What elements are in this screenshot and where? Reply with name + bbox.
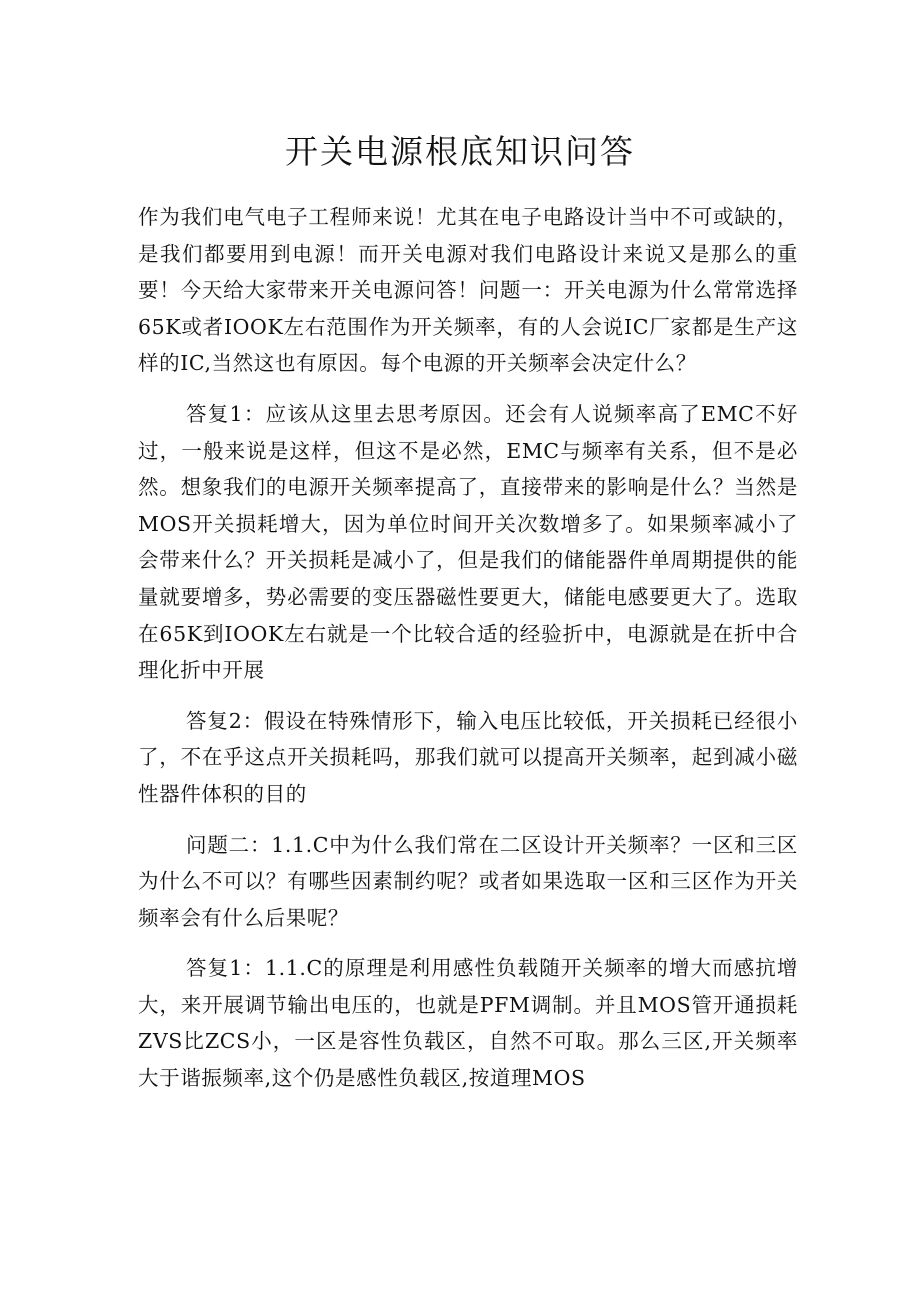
paragraph-answer-q2-1: 答复1：1.1.C的原理是利用感性负载随开关频率的增大而感抗增大，来开展调节输出电压的，也就是PFM调制。并且MOS管开通损耗ZVS比ZCS小，一区是容性负载区，自然不可取。那么三区,开关频率大于谐振频率,这个仍是感性负载区,按道理MOS xyxy=(138,956,798,1091)
paragraph-question-2: 问题二：1.1.C中为什么我们常在二区设计开关频率？一区和三区为什么不可以？有哪些因素制约呢？或者如果选取一区和三区作为开关频率会有什么后果呢？ xyxy=(138,832,798,930)
paragraph-intro: 作为我们电气电子工程师来说！尤其在电子电路设计当中不可或缺的，是我们都要用到电源！而开关电源对我们电路设计来说又是那么的重要！今天给大家带来开关电源问答！问题一：开关电源为什么常常选择65K或者IOOK左右范围作为开关频率，有的人会说IC厂家都是生产这样的IC,当然这也有原因。每个电源的开关频率会决定什么？ xyxy=(138,205,798,376)
paragraph-answer-1: 答复1：应该从这里去思考原因。还会有人说频率高了EMC不好过，一般来说是这样，但这不是必然，EMC与频率有关系，但不是必然。想象我们的电源开关频率提高了，直接带来的影响是什么？当然是MOS开关损耗增大，因为单位时间开关次数增多了。如果频率减小了会带来什么？开关损耗是减小了，但是我们的储能器件单周期提供的能量就要增多，势必需要的变压器磁性要更大，储能电感要更大了。选取在65K到IOOK左右就是一个比较合适的经验折中，电源就是在折中合理化折中开展 xyxy=(138,401,798,683)
paragraph-answer-2: 答复2：假设在特殊情形下，输入电压比较低，开关损耗已经很小了，不在乎这点开关损耗吗，那我们就可以提高开关频率，起到减小磁性器件体积的目的 xyxy=(138,708,798,806)
document-body xyxy=(138,199,798,1111)
document-title: 开关电源根底知识问答 xyxy=(285,132,635,171)
